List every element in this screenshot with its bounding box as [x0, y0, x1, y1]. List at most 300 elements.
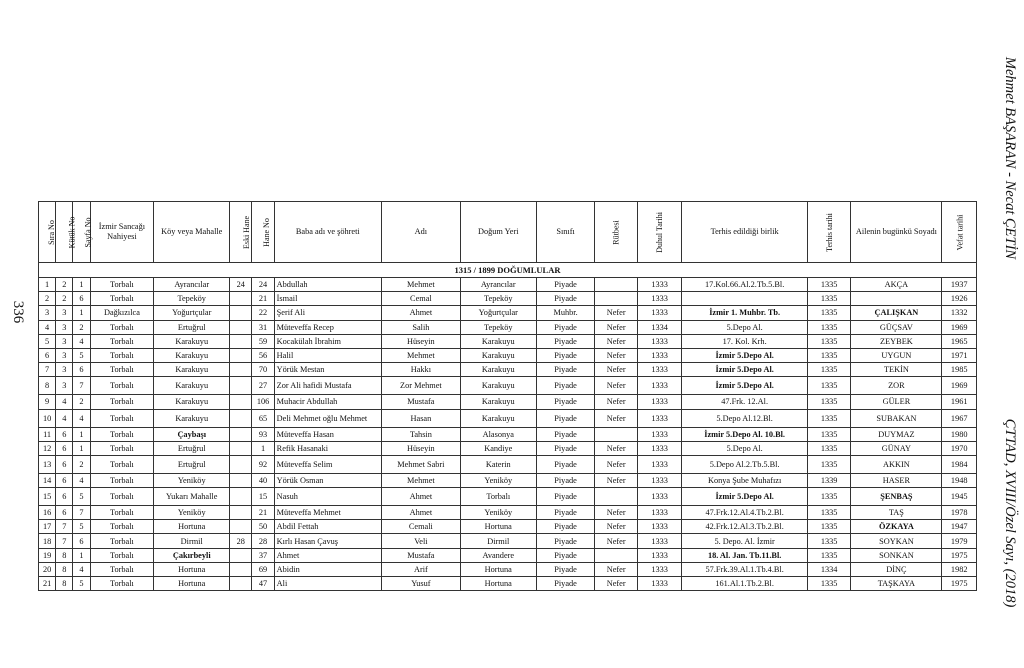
table-cell	[230, 455, 252, 473]
table-cell: Ayrancılar	[154, 278, 230, 292]
table-cell	[682, 292, 807, 306]
table-cell: Cemal	[381, 292, 460, 306]
table-cell: Hasan	[381, 409, 460, 427]
table-cell: 1948	[942, 473, 977, 487]
column-header	[637, 202, 682, 263]
table-cell: 5. Depo. Al. İzmir	[682, 534, 807, 548]
column-header-label: Vefat tarihi	[955, 214, 965, 250]
table-cell: 7	[73, 506, 90, 520]
table-cell: 1335	[807, 577, 851, 591]
table-cell: Nefer	[595, 455, 637, 473]
table-cell: 1970	[942, 441, 977, 455]
table-cell: Nefer	[595, 334, 637, 348]
table-cell: İzmir 5.Depo Al.	[682, 348, 807, 362]
table-cell: Kırlı Hasan Çavuş	[274, 534, 381, 548]
table-cell: 1984	[942, 455, 977, 473]
table-row	[39, 548, 977, 562]
table-row	[39, 534, 977, 548]
table-cell: 28	[252, 534, 274, 548]
table-cell: Hortuna	[460, 520, 536, 534]
table-cell: 2	[73, 320, 90, 334]
table-cell: Ahmet	[274, 548, 381, 562]
table-cell: 1333	[637, 395, 682, 409]
table-cell: 27	[252, 377, 274, 395]
table-cell: 5	[73, 488, 90, 506]
table-cell: 6	[56, 473, 73, 487]
table-cell: Yeniköy	[460, 473, 536, 487]
table-cell: 3	[56, 334, 73, 348]
column-header: Sınıfı	[536, 202, 595, 263]
table-cell: 42.Frk.12.Al.3.Tb.2.Bl.	[682, 520, 807, 534]
table-cell: Torbalı	[90, 562, 154, 576]
table-cell: 15	[39, 488, 56, 506]
table-row	[39, 377, 977, 395]
table-cell: Müteveffa Recep	[274, 320, 381, 334]
table-cell: Nefer	[595, 348, 637, 362]
column-header	[807, 202, 851, 263]
table-cell: Abdullah	[274, 278, 381, 292]
table-cell: 4	[73, 409, 90, 427]
table-cell: 1	[73, 548, 90, 562]
table-cell: Piyade	[536, 534, 595, 548]
table-cell	[595, 292, 637, 306]
table-cell	[230, 520, 252, 534]
table-row	[39, 320, 977, 334]
table-cell: Avandere	[460, 548, 536, 562]
table-cell: 70	[252, 363, 274, 377]
table-cell: 1333	[637, 548, 682, 562]
table-cell: Arif	[381, 562, 460, 576]
table-cell: 1	[252, 441, 274, 455]
table-cell: SOYKAN	[851, 534, 942, 548]
table-cell	[230, 395, 252, 409]
table-cell	[230, 320, 252, 334]
table-cell: Nefer	[595, 395, 637, 409]
table-cell: Karakuyu	[460, 348, 536, 362]
table-row	[39, 455, 977, 473]
table-cell: 59	[252, 334, 274, 348]
table-cell: Nefer	[595, 577, 637, 591]
table-cell: 161.Al.1.Tb.2.Bl.	[682, 577, 807, 591]
section-row	[39, 263, 977, 278]
table-cell: 5.Depo Al.12.Bl.	[682, 409, 807, 427]
table-cell: Yoğurtçular	[154, 306, 230, 320]
table-cell: 2	[56, 278, 73, 292]
table-cell: 1333	[637, 377, 682, 395]
table-cell: 1	[73, 306, 90, 320]
table-cell: 5.Depo Al.2.Tb.5.Bl.	[682, 455, 807, 473]
table-cell: 1	[73, 278, 90, 292]
table-cell: Piyade	[536, 320, 595, 334]
table-cell: Ahmet	[381, 506, 460, 520]
table-cell: Ertuğrul	[154, 320, 230, 334]
table-cell: Refik Hasanaki	[274, 441, 381, 455]
table-row	[39, 562, 977, 576]
table-cell: 2	[73, 395, 90, 409]
table-cell: 1333	[637, 409, 682, 427]
table-cell: Mustafa	[381, 395, 460, 409]
table-cell: 1333	[637, 473, 682, 487]
column-header-label: Rütbesi	[611, 219, 621, 245]
table-cell: ZEYBEK	[851, 334, 942, 348]
table-row	[39, 363, 977, 377]
table-cell: Karakuyu	[154, 348, 230, 362]
table-cell: Piyade	[536, 455, 595, 473]
table-cell: 6	[56, 506, 73, 520]
table-cell: Yörük Mestan	[274, 363, 381, 377]
table-cell: 6	[56, 427, 73, 441]
table-cell: 50	[252, 520, 274, 534]
table-cell: Piyade	[536, 577, 595, 591]
table-cell: 3	[56, 320, 73, 334]
table-cell: İzmir 5.Depo Al.	[682, 488, 807, 506]
table-cell: 57.Frk.39.Al.1.Tb.4.Bl.	[682, 562, 807, 576]
table-cell: 3	[56, 348, 73, 362]
table-cell: 21	[39, 577, 56, 591]
table-cell: Karakuyu	[154, 363, 230, 377]
table-row	[39, 473, 977, 487]
column-header	[39, 202, 56, 263]
table-cell: Yoğurtçular	[460, 306, 536, 320]
table-cell: Mehmet	[381, 348, 460, 362]
table-cell: Piyade	[536, 395, 595, 409]
table-cell: 22	[252, 306, 274, 320]
table-cell	[230, 562, 252, 576]
table-cell: 47.Frk.12.Al.4.Tb.2.Bl.	[682, 506, 807, 520]
table-cell: AKÇA	[851, 278, 942, 292]
table-cell: 4	[39, 320, 56, 334]
column-header-label: Terhis tarihi	[824, 212, 834, 252]
table-cell: 1333	[637, 577, 682, 591]
table-cell	[230, 348, 252, 362]
table-cell: Piyade	[536, 409, 595, 427]
table-cell: 3	[56, 377, 73, 395]
table-cell: Torbalı	[90, 548, 154, 562]
table-cell: Nefer	[595, 320, 637, 334]
table-cell: Kocakülah İbrahim	[274, 334, 381, 348]
table-cell: İzmir 1. Muhbr. Tb.	[682, 306, 807, 320]
table-cell: Torbalı	[90, 363, 154, 377]
table-cell: 1937	[942, 278, 977, 292]
table-cell: 1975	[942, 548, 977, 562]
table-cell: 6	[56, 455, 73, 473]
section-title: 1315 / 1899 DOĞUMLULAR	[39, 263, 977, 278]
table-row	[39, 488, 977, 506]
table-cell: 2	[73, 455, 90, 473]
table-cell: Kandiye	[460, 441, 536, 455]
table-cell: 18. Al. Jan. Tb.11.Bl.	[682, 548, 807, 562]
table-cell: Yusuf	[381, 577, 460, 591]
table-cell: Karakuyu	[460, 377, 536, 395]
table-cell: Nefer	[595, 506, 637, 520]
table-cell: 1926	[942, 292, 977, 306]
table-cell: İzmir 5.Depo Al. 10.Bl.	[682, 427, 807, 441]
table-cell: 37	[252, 548, 274, 562]
column-header	[595, 202, 637, 263]
table-cell: Piyade	[536, 377, 595, 395]
table-cell: 13	[39, 455, 56, 473]
table-cell	[230, 473, 252, 487]
table-cell: 1335	[807, 292, 851, 306]
table-cell: Piyade	[536, 363, 595, 377]
table-cell: 4	[56, 409, 73, 427]
table-cell: Piyade	[536, 348, 595, 362]
table-cell: 92	[252, 455, 274, 473]
table-cell: Halil	[274, 348, 381, 362]
table-cell: 6	[73, 534, 90, 548]
table-cell: Karakuyu	[460, 409, 536, 427]
table-cell	[595, 548, 637, 562]
column-header: Köy veya Mahalle	[154, 202, 230, 263]
table-cell	[230, 377, 252, 395]
table-cell: 1335	[807, 548, 851, 562]
table-cell: 5	[73, 348, 90, 362]
table-cell: 1335	[807, 377, 851, 395]
table-cell: Konya Şube Muhafızı	[682, 473, 807, 487]
table-cell: Muhbr.	[536, 306, 595, 320]
table-cell: 1978	[942, 506, 977, 520]
table-cell: 1980	[942, 427, 977, 441]
table-cell: TAŞ	[851, 506, 942, 520]
table-cell: 2	[56, 292, 73, 306]
table-cell: Piyade	[536, 334, 595, 348]
table-cell: Torbalı	[90, 427, 154, 441]
table-cell: GÜÇSAV	[851, 320, 942, 334]
table-cell: Dağkızılca	[90, 306, 154, 320]
table-cell: Hortuna	[154, 520, 230, 534]
table-cell: SONKAN	[851, 548, 942, 562]
table-cell: 1971	[942, 348, 977, 362]
table-cell: 1	[73, 427, 90, 441]
table-cell: 4	[73, 562, 90, 576]
table-cell: Nefer	[595, 562, 637, 576]
table-cell	[230, 548, 252, 562]
table-cell: 1333	[637, 506, 682, 520]
table-cell: 1339	[807, 473, 851, 487]
table-cell: 1333	[637, 441, 682, 455]
table-cell: 21	[252, 506, 274, 520]
table-cell: SUBAKAN	[851, 409, 942, 427]
table-cell: 1335	[807, 488, 851, 506]
table-cell: 1333	[637, 363, 682, 377]
table-cell: Cemali	[381, 520, 460, 534]
table-cell: 1969	[942, 377, 977, 395]
table-cell: 20	[39, 562, 56, 576]
table-cell: Ahmet	[381, 306, 460, 320]
table-cell: 6	[56, 488, 73, 506]
table-cell: Nefer	[595, 409, 637, 427]
table-cell: 31	[252, 320, 274, 334]
table-cell: HASER	[851, 473, 942, 487]
table-cell: Torbalı	[90, 488, 154, 506]
table-cell: 1335	[807, 363, 851, 377]
column-header-label: Sayfa No	[83, 217, 93, 247]
table-row	[39, 427, 977, 441]
table-cell: 93	[252, 427, 274, 441]
table-cell: 1335	[807, 520, 851, 534]
table-cell: Nasuh	[274, 488, 381, 506]
table-cell: Ali	[274, 577, 381, 591]
table-cell: Katerin	[460, 455, 536, 473]
table-cell: 7	[73, 377, 90, 395]
table-cell: AKKIN	[851, 455, 942, 473]
table-row	[39, 292, 977, 306]
table-cell: 1332	[942, 306, 977, 320]
table-cell: Yeniköy	[154, 506, 230, 520]
table-cell: 1985	[942, 363, 977, 377]
table-cell: 18	[39, 534, 56, 548]
table-cell: 3	[56, 306, 73, 320]
table-cell: 7	[39, 363, 56, 377]
table-cell: Nefer	[595, 520, 637, 534]
table-cell: Piyade	[536, 562, 595, 576]
table-cell: 4	[56, 395, 73, 409]
table-cell: Torbalı	[90, 334, 154, 348]
running-header	[990, 2, 1024, 638]
table-cell: 1333	[637, 292, 682, 306]
table-cell: Alasonya	[460, 427, 536, 441]
table-cell: 56	[252, 348, 274, 362]
table-cell: 1982	[942, 562, 977, 576]
table-cell: Yeniköy	[154, 473, 230, 487]
table-row	[39, 395, 977, 409]
table-cell: Piyade	[536, 488, 595, 506]
table-cell: Torbalı	[90, 292, 154, 306]
table-cell: Hakkı	[381, 363, 460, 377]
table-cell: Karakuyu	[460, 334, 536, 348]
table-row	[39, 577, 977, 591]
table-cell: 1335	[807, 306, 851, 320]
table-cell: Tepeköy	[154, 292, 230, 306]
table-cell: 1333	[637, 334, 682, 348]
table-cell: İzmir 5.Depo Al.	[682, 377, 807, 395]
table-cell	[851, 292, 942, 306]
table-row	[39, 278, 977, 292]
table-cell: Hüseyin	[381, 334, 460, 348]
column-header-label: Kütük No	[67, 216, 77, 248]
table-cell: 10	[39, 409, 56, 427]
table-cell	[595, 488, 637, 506]
table-cell: 17	[39, 520, 56, 534]
table-cell: 1334	[637, 320, 682, 334]
table-cell: 1947	[942, 520, 977, 534]
table-cell: Mehmet	[381, 278, 460, 292]
table-cell: Hortuna	[460, 577, 536, 591]
table-cell: 6	[73, 292, 90, 306]
column-header	[942, 202, 977, 263]
table-cell: Torbalı	[90, 506, 154, 520]
table-cell: ŞENBAŞ	[851, 488, 942, 506]
soldier-register-table	[38, 201, 977, 591]
table-cell: Torbalı	[90, 473, 154, 487]
table-cell: 1335	[807, 348, 851, 362]
table-cell: 1333	[637, 455, 682, 473]
table-cell: 16	[39, 506, 56, 520]
table-cell: 1961	[942, 395, 977, 409]
table-cell: Torbalı	[90, 348, 154, 362]
table-cell: Zor Ali hafidi Mustafa	[274, 377, 381, 395]
table-cell: 12	[39, 441, 56, 455]
table-row	[39, 520, 977, 534]
table-row	[39, 334, 977, 348]
table-cell: Karakuyu	[154, 395, 230, 409]
table-cell: 21	[252, 292, 274, 306]
table-row	[39, 506, 977, 520]
column-header-label: Duhul Tarihi	[655, 211, 665, 253]
column-header: Adı	[381, 202, 460, 263]
table-cell: Torbalı	[90, 320, 154, 334]
table-cell: 5	[73, 520, 90, 534]
table-cell: 28	[230, 534, 252, 548]
table-cell: 8	[56, 548, 73, 562]
table-cell: TEKİN	[851, 363, 942, 377]
table-cell	[230, 306, 252, 320]
table-cell: İzmir 5.Depo Al.	[682, 363, 807, 377]
table-cell: Zor Mehmet	[381, 377, 460, 395]
table-cell	[230, 577, 252, 591]
table-cell: Hortuna	[154, 577, 230, 591]
table-cell: 1335	[807, 395, 851, 409]
table-cell: Torbalı	[90, 441, 154, 455]
table-cell: Nefer	[595, 363, 637, 377]
table-cell: 15	[252, 488, 274, 506]
column-header	[252, 202, 274, 263]
column-header	[230, 202, 252, 263]
table-cell: 1333	[637, 306, 682, 320]
table-cell: 1	[39, 278, 56, 292]
table-cell: Karakuyu	[154, 377, 230, 395]
table-cell	[230, 292, 252, 306]
table-cell: 4	[73, 473, 90, 487]
table-cell: Abidin	[274, 562, 381, 576]
table-cell: Ahmet	[381, 488, 460, 506]
table-cell: Yeniköy	[460, 506, 536, 520]
table-cell: Mustafa	[381, 548, 460, 562]
table-cell: Piyade	[536, 520, 595, 534]
table-cell: Ertuğrul	[154, 455, 230, 473]
table-cell: 1335	[807, 320, 851, 334]
table-cell: 3	[39, 306, 56, 320]
table-cell: 6	[73, 363, 90, 377]
table-cell: 11	[39, 427, 56, 441]
table-cell: Müteveffa Selim	[274, 455, 381, 473]
table-cell: 1333	[637, 534, 682, 548]
table-cell: Nefer	[595, 473, 637, 487]
table-cell	[230, 488, 252, 506]
column-header	[56, 202, 77, 263]
table-cell: 17. Kol. Krh.	[682, 334, 807, 348]
table-cell: Karakuyu	[154, 334, 230, 348]
table-cell: Nefer	[595, 441, 637, 455]
table-cell: Nefer	[595, 377, 637, 395]
table-cell: 8	[56, 562, 73, 576]
table-cell: 1967	[942, 409, 977, 427]
table-cell: İsmail	[274, 292, 381, 306]
table-cell: Piyade	[536, 548, 595, 562]
table-cell: Hortuna	[154, 562, 230, 576]
table-cell: Hortuna	[460, 562, 536, 576]
table-cell: 47	[252, 577, 274, 591]
table-row	[39, 306, 977, 320]
table-cell: Torbalı	[90, 455, 154, 473]
table-header-row	[39, 202, 977, 263]
table-cell: 1335	[807, 278, 851, 292]
table-cell: 4	[73, 334, 90, 348]
table-cell: Şerif Ali	[274, 306, 381, 320]
table-cell: 14	[39, 473, 56, 487]
column-header-label: Hane No	[262, 217, 272, 247]
table-cell: Piyade	[536, 292, 595, 306]
